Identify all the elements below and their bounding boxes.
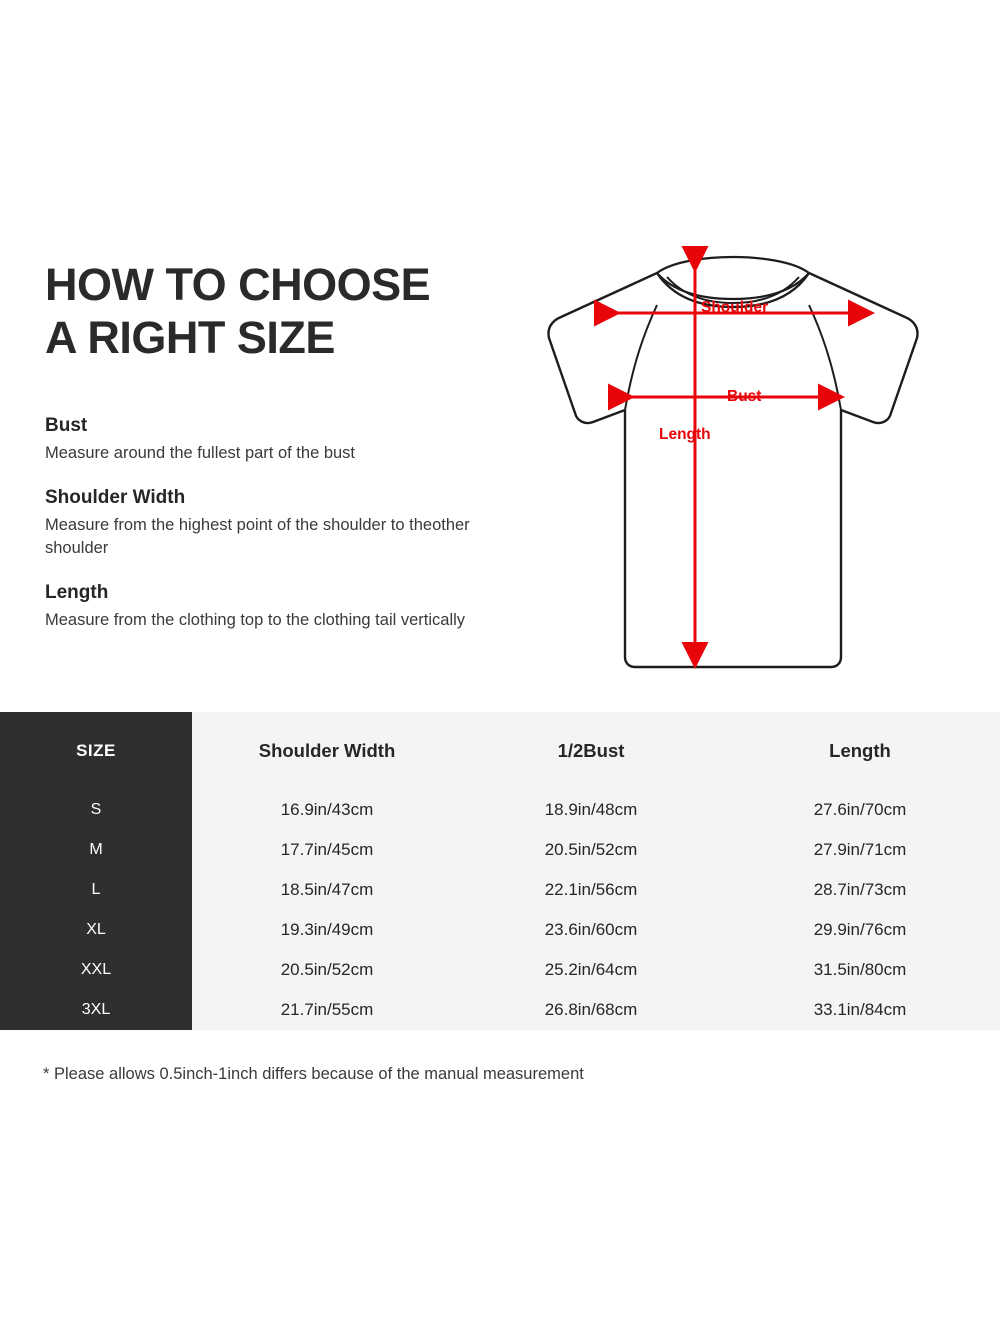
page-title: [45, 258, 515, 364]
definition-term-shoulder-width: Shoulder Width: [45, 487, 186, 508]
cell-length: 27.6in/70cm: [813, 800, 907, 819]
cell-size: 3XL: [81, 1001, 111, 1018]
definition-desc-shoulder-width: Measure from the highest point of the shoulder to theother shoulder: [45, 516, 470, 557]
cell-shoulder: 20.5in/52cm: [280, 960, 374, 979]
table-row: [0, 990, 1000, 1030]
cell-length: 29.9in/76cm: [813, 920, 907, 939]
header-shoulder-width: Shoulder Width: [258, 740, 396, 761]
table-row: [0, 790, 1000, 830]
definition-term-bust: Bust: [45, 415, 88, 436]
cell-bust: 18.9in/48cm: [544, 800, 638, 819]
length-label: Length: [659, 426, 711, 443]
size-table: [0, 712, 1000, 1030]
cell-size: M: [89, 841, 103, 858]
cell-shoulder: 21.7in/55cm: [280, 1000, 374, 1019]
table-row: [0, 870, 1000, 910]
cell-bust: 23.6in/60cm: [544, 920, 638, 939]
cell-bust: 20.5in/52cm: [544, 840, 638, 859]
cell-size: XL: [86, 921, 106, 938]
header-length: Length: [829, 740, 891, 761]
table-row: [0, 910, 1000, 950]
definition-desc-bust: Measure around the fullest part of the bust: [45, 444, 356, 462]
definition-term-length: Length: [45, 582, 109, 603]
header-size: SIZE: [76, 741, 116, 760]
header-half-bust: 1/2Bust: [557, 740, 625, 761]
cell-bust: 26.8in/68cm: [544, 1000, 638, 1019]
cell-length: 27.9in/71cm: [813, 840, 907, 859]
cell-shoulder: 18.5in/47cm: [280, 880, 374, 899]
cell-size: XXL: [80, 961, 112, 978]
cell-size: L: [91, 881, 101, 898]
cell-length: 28.7in/73cm: [813, 880, 907, 899]
cell-bust: 22.1in/56cm: [544, 880, 638, 899]
measurement-definitions: [45, 415, 515, 632]
table-header-row: [0, 712, 1000, 790]
footnote: * Please allows 0.5inch-1inch differs because of the manual measurement: [43, 1065, 584, 1083]
shoulder-label: Shoulder: [701, 299, 769, 316]
cell-bust: 25.2in/64cm: [544, 960, 638, 979]
size-chart: [0, 712, 1000, 1030]
table-row: [0, 950, 1000, 990]
bust-label: Bust: [727, 388, 762, 405]
definition-desc-length: Measure from the clothing top to the clothing tail vertically: [45, 611, 466, 629]
cell-length: 33.1in/84cm: [813, 1000, 907, 1019]
table-row: [0, 830, 1000, 870]
page-title-line-1: HOW TO CHOOSE: [45, 259, 431, 310]
cell-size: S: [90, 801, 102, 818]
cell-length: 31.5in/80cm: [813, 960, 907, 979]
cell-shoulder: 16.9in/43cm: [280, 800, 374, 819]
tshirt-diagram: [505, 245, 985, 685]
cell-shoulder: 17.7in/45cm: [280, 840, 374, 859]
page-title-line-2: A RIGHT SIZE: [45, 312, 335, 363]
cell-shoulder: 19.3in/49cm: [280, 920, 374, 939]
